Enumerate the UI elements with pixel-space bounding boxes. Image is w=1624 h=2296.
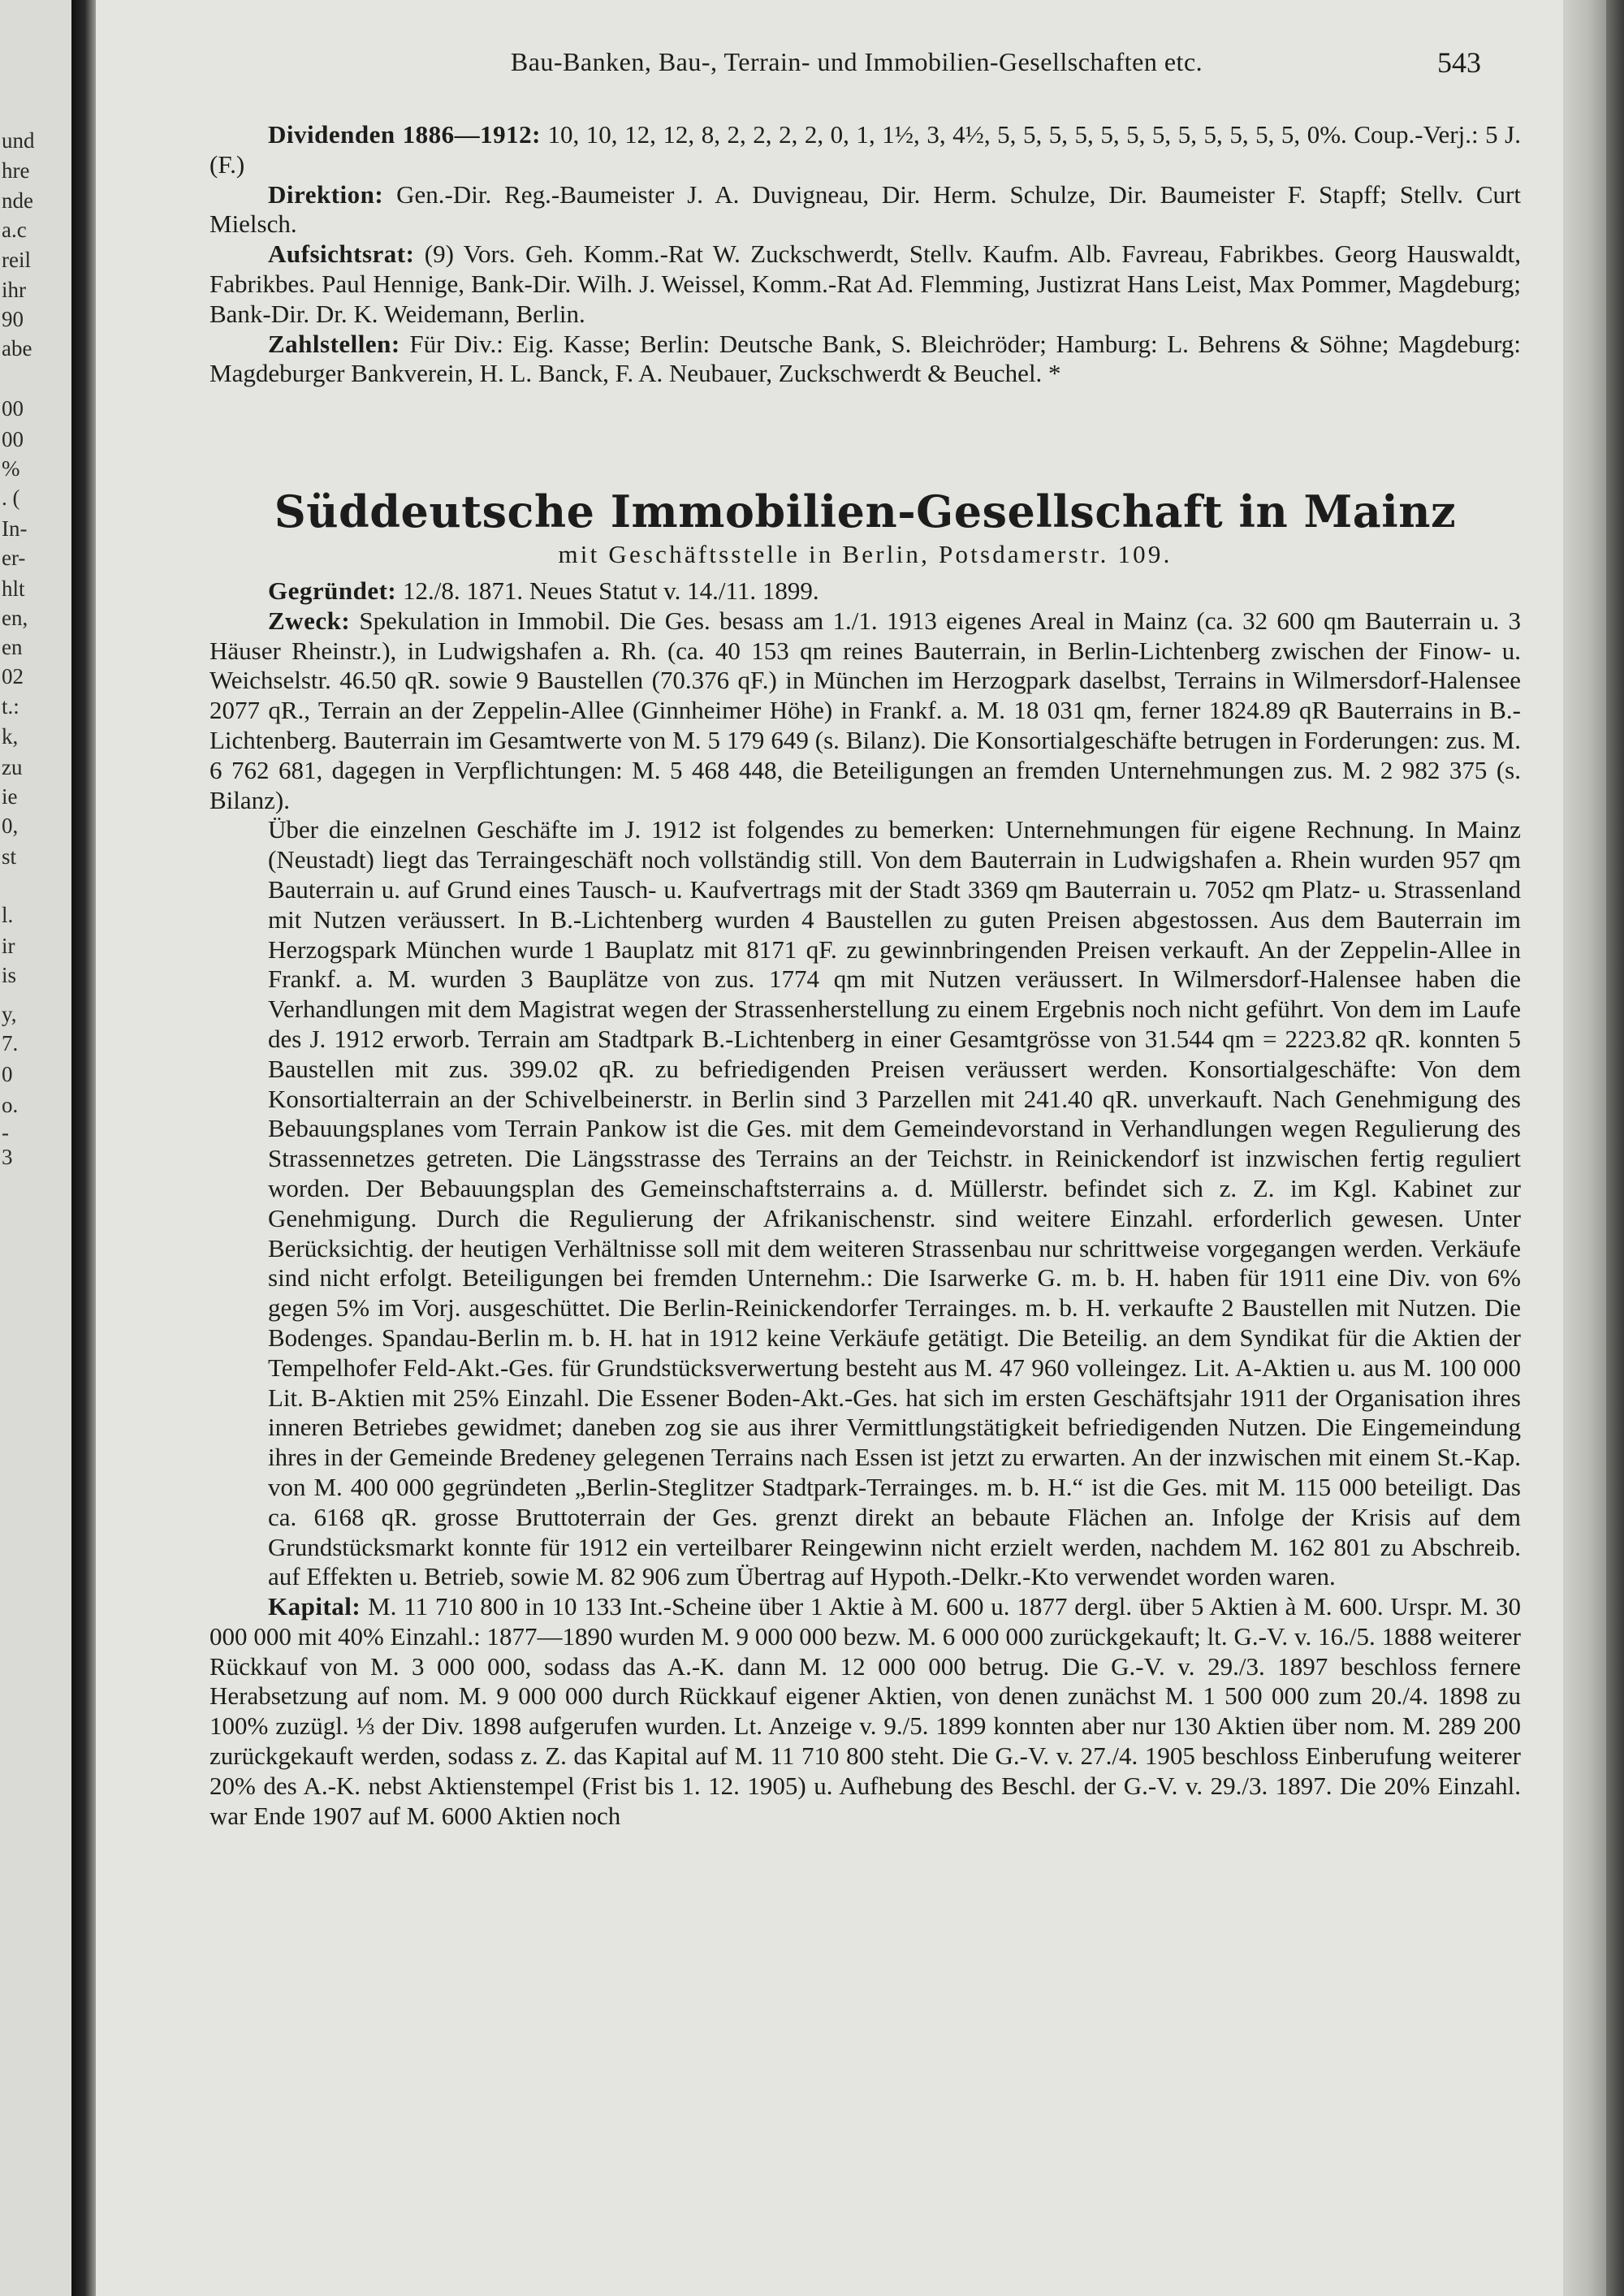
page bbox=[96, 0, 1563, 2296]
running-head: Bau-Banken, Bau-, Terrain- und Immobilien-Gesellschaften etc. bbox=[510, 47, 1203, 76]
margin-fragment: 7. bbox=[2, 1031, 19, 1055]
management-label: Direktion: bbox=[268, 179, 384, 209]
next-page-edge bbox=[1563, 0, 1624, 2296]
founded-label: Gegründet: bbox=[268, 576, 397, 605]
margin-fragment: en, bbox=[2, 606, 28, 630]
margin-fragment: In- bbox=[2, 516, 28, 541]
company-title: Süddeutsche Immobilien-Gesellschaft in Mainz bbox=[274, 486, 1457, 537]
previous-entry bbox=[209, 120, 1521, 389]
margin-fragment: is bbox=[2, 963, 17, 987]
margin-fragment: t.: bbox=[2, 694, 19, 719]
margin-fragment: zu bbox=[2, 755, 23, 779]
paying-agents-paragraph bbox=[209, 330, 1521, 390]
margin-fragment: und bbox=[2, 128, 35, 153]
margin-fragment: 00 bbox=[2, 427, 24, 451]
margin-fragment: ihr bbox=[2, 278, 26, 302]
margin-fragment: - bbox=[2, 1120, 9, 1145]
company-subtitle: mit Geschäftsstelle in Berlin, Potsdamerstr. 109. bbox=[558, 540, 1173, 568]
company-entry bbox=[209, 576, 1521, 1831]
margin-fragment: ir bbox=[2, 934, 15, 958]
margin-fragment: en bbox=[2, 635, 23, 659]
margin-fragment: hlt bbox=[2, 576, 25, 601]
paying-agents-text: Für Div.: Eig. Kasse; Berlin: Deutsche Bank, S. Bleichröder; Hamburg: L. Behrens & Söhne; Magdeburg: Magdeburger Bankverein, H. L. Banck, F. A. Neubauer, Zuckschwerdt & Beuchel. * bbox=[209, 329, 1521, 388]
margin-fragment: reil bbox=[2, 248, 31, 272]
margin-fragment: 00 bbox=[2, 396, 24, 421]
purpose-paragraph bbox=[209, 606, 1521, 816]
paying-agents-label: Zahlstellen: bbox=[268, 329, 400, 358]
book-gutter bbox=[71, 0, 96, 2296]
capital-paragraph bbox=[209, 1592, 1521, 1831]
purpose-label: Zweck: bbox=[268, 606, 351, 635]
margin-fragment: abe bbox=[2, 336, 32, 360]
dividends-paragraph bbox=[209, 120, 1521, 180]
margin-fragment: nde bbox=[2, 188, 33, 213]
dividends-text: 10, 10, 12, 12, 8, 2, 2, 2, 2, 0, 1, 1½, 3, 4½, 5, 5, 5, 5, 5, 5, 5, 5, 5, 5, 5, 5, 0%. Coup.-Verj.: 5 J. (F.) bbox=[209, 120, 1521, 179]
previous-page-edge bbox=[0, 0, 71, 2296]
margin-fragment: 3 bbox=[2, 1145, 13, 1169]
purpose-text: Spekulation in Immobil. Die Ges. besass am 1./1. 1913 eigenes Areal in Mainz (ca. 32 600 qm Bauterrain u. 3 Häuser Rheinstr.), in Ludwigshafen a. Rh. (ca. 40 153 qm reines Bauterrain, in Berlin-Lichtenberg zwischen der Finow- u. Weichselstr. 46.50 qR. sowie 9 Baustellen (70.376 qF.) in München im Herzogpark daselbst, Terrains in Wilmersdorf-Halensee 2077 qR., Terrain an der Zeppelin-Allee (Ginnheimer Höhe) in Frankf. a. M. 18 031 qm, ferner 1824.89 qR Bauterrains in B.-Lichtenberg. Bauterrain im Gesamtwerte von M. 5 179 649 (s. Bilanz). Die Konsortialgeschäfte betrugen in Forderungen: zus. M. 6 762 681, dagegen in Verpflichtungen: M. 5 468 448, die Beteiligungen an fremden Unternehmungen zus. M. 2 982 375 (s. Bilanz). bbox=[209, 606, 1522, 814]
margin-fragment: st bbox=[2, 844, 17, 869]
margin-fragment: l. bbox=[2, 903, 14, 927]
margin-fragment: 0 bbox=[2, 1062, 13, 1086]
margin-fragment: 90 bbox=[2, 307, 24, 331]
page-number: 543 bbox=[1437, 46, 1481, 79]
margin-fragment: a.c bbox=[2, 218, 27, 242]
business-report-paragraph: Über die einzelnen Geschäfte im J. 1912 ist folgendes zu bemerken: Unternehmungen für eigene Rechnung. In Mainz (Neustadt) liegt das Terraingeschäft noch vollständig still. Von dem Bauterrain in Ludwigshafen a. Rhein wurden 957 qm Bauterrain u. auf Grund eines Tausch- u. Kaufvertrags mit der Stadt 3369 qm Bauterrain u. 7052 qm Platz- u. Strassenland mit Nutzen veräussert. In B.-Lichtenberg wurden 4 Baustellen zu guten Preisen abgestossen. Aus dem Bauterrain im Herzogspark München wurde 1 Bauplatz mit 8171 qF. zu gewinnbringenden Preisen verkauft. An der Zeppelin-Allee in Frankf. a. M. wurden 3 Bauplätze von zus. 1774 qm mit Nutzen veräussert. In Wilmersdorf-Halensee haben die Verhandlungen mit dem Magistrat wegen der Strassenherstellung zu einem Ergebnis noch nicht geführt. Von dem im Laufe des J. 1912 erworb. Terrain am Stadtpark B.-Lichtenberg in einer Gesamtgrösse von 31.544 qm = 2223.82 qR. konnten 5 Baustellen mit zus. 399.02 qR. zu befriedigenden Preisen veräussert werden. Konsortialgeschäfte: Von dem Konsortialterrain an der Schivelbeinerstr. in Berlin sind 3 Parzellen mit 241.40 qR. unverkauft. Nach Genehmigung des Bebauungsplanes vom Terrain Pankow ist die Ges. mit dem Gemeindevorstand in Verhandlungen wegen Regulierung des Strassennetzes getreten. Die Längsstrasse des Terrains an der Teichstr. in Reinickendorf ist inzwischen fertig reguliert worden. Der Bebauungsplan des Gemeinschaftsterrains a. d. Müllerstr. befindet sich z. Z. im Kgl. Kabinet zur Genehmigung. Durch die Regulierung der Afrikanischenstr. sind weitere Einzahl. erforderlich gewesen. Unter Berücksichtig. der heutigen Verhältnisse soll mit dem weiteren Strassenbau nur schrittweise vorgegangen werden. Verkäufe sind nicht erfolgt. Beteiligungen bei fremden Unternehm.: Die Isarwerke G. m. b. H. haben für 1911 eine Div. von 6% gegen 5% im Vorj. ausgeschüttet. Die Berlin-Reinickendorfer Terrainges. m. b. H. verkaufte 2 Baustellen mit Nutzen. Die Bodenges. Spandau-Berlin m. b. H. hat in 1912 keine Verkäufe getätigt. Die Beteilig. an dem Syndikat für die Aktien der Tempelhofer Feld-Akt.-Ges. für Grundstücksverwertung besteht aus M. 47 960 volleingez. Lit. A-Aktien u. aus M. 100 000 Lit. B-Aktien mit 25% Einzahl. Die Essener Boden-Akt.-Ges. hat sich im ersten Geschäftsjahr 1911 der Organisation ihres inneren Betriebes gewidmet; daneben zog sie aus ihrer Vermittlungstätigkeit befriedigenden Nutzen. Die Eingemeindung ihres in der Gemeinde Bredeney gelegenen Terrains nach Essen ist jetzt zu erwarten. An der inzwischen mit einem St.-Kap. von M. 400 000 gegründeten „Berlin-Steglitzer Stadtpark-Terrainges. m. b. H.“ ist die Ges. mit M. 115 000 beteiligt. Das ca. 6168 qR. grosse Bruttoterrain der Ges. grenzt direkt an bebaute Flächen an. Infolge der Krisis auf dem Grundstücksmarkt konnte für 1912 ein verteilbarer Reingewinn nicht erzielt werden, nachdem M. 162 801 zu Abschreib. auf Effekten u. Betrieb, sowie M. 82 906 zum Übertrag auf Hypoth.-Delkr.-Kto verwendet worden waren. bbox=[268, 815, 1521, 1591]
supervisory-board-paragraph bbox=[209, 240, 1521, 329]
margin-fragment: 0, bbox=[2, 814, 19, 838]
margin-fragment: er- bbox=[2, 546, 26, 570]
margin-fragment: ie bbox=[2, 784, 18, 809]
margin-fragment: hre bbox=[2, 158, 30, 183]
founded-paragraph bbox=[209, 576, 1521, 606]
dividends-label: Dividenden 1886—1912: bbox=[268, 120, 541, 149]
margin-fragment: % bbox=[2, 456, 20, 481]
margin-fragment: . ( bbox=[2, 486, 20, 510]
supervisory-board-label: Aufsichtsrat: bbox=[268, 240, 415, 269]
capital-text: M. 11 710 800 in 10 133 Int.-Scheine über 1 Aktie à M. 600 u. 1877 dergl. über 5 Aktien à M. 600. Urspr. M. 30 000 000 mit 40% Einzahl.: 1877—1890 wurden M. 9 000 000 bezw. M. 6 000 000 zurückgekauft; lt. G.-V. v. 16./5. 1888 weiterer Rückkauf von M. 3 000 000, sodass das A.-K. dann M. 12 000 000 betrug. Die G.-V. v. 29./3. 1897 beschloss fernere Herabsetzung auf nom. M. 9 000 000 durch Rückkauf eigener Aktien, von denen zunächst M. 1 500 000 zum 20./4. 1898 zu 100% zuzügl. ⅓ der Div. 1898 aufgerufen wurden. Lt. Anzeige v. 9./5. 1899 konnten aber nur 130 Aktien über nom. M. 289 200 zurückgekauft werden, sodass z. Z. das Kapital auf M. 11 710 800 steht. Die G.-V. v. 27./4. 1905 beschloss Einberufung weiterer 20% des A.-K. nebst Aktienstempel (Frist bis 1. 12. 1905) u. Aufhebung des Beschl. der G.-V. v. 29./3. 1897. Die 20% Einzahl. war Ende 1907 auf M. 6000 Aktien noch bbox=[209, 1592, 1522, 1830]
margin-fragment: 02 bbox=[2, 664, 24, 688]
capital-label: Kapital: bbox=[268, 1592, 361, 1621]
management-text: Gen.-Dir. Reg.-Baumeister J. A. Duvigneau, Dir. Herm. Schulze, Dir. Baumeister F. Stapff; Stellv. Curt Mielsch. bbox=[209, 179, 1521, 239]
supervisory-board-text: (9) Vors. Geh. Komm.-Rat W. Zuckschwerdt, Stellv. Kaufm. Alb. Favreau, Fabrikbes. Georg Hauswaldt, Fabrikbes. Paul Hennige, Bank-Dir. Wilh. J. Weissel, Komm.-Rat Ad. Flemming, Justizrat Hans Leist, Max Pommer, Magdeburg; Bank-Dir. Dr. K. Weidemann, Berlin. bbox=[209, 240, 1522, 328]
margin-fragment: k, bbox=[2, 724, 19, 749]
margin-fragment: y, bbox=[2, 1002, 17, 1026]
margin-fragment: o. bbox=[2, 1093, 19, 1117]
founded-text: 12./8. 1871. Neues Statut v. 14./11. 1899. bbox=[403, 576, 819, 605]
management-paragraph bbox=[209, 180, 1521, 240]
